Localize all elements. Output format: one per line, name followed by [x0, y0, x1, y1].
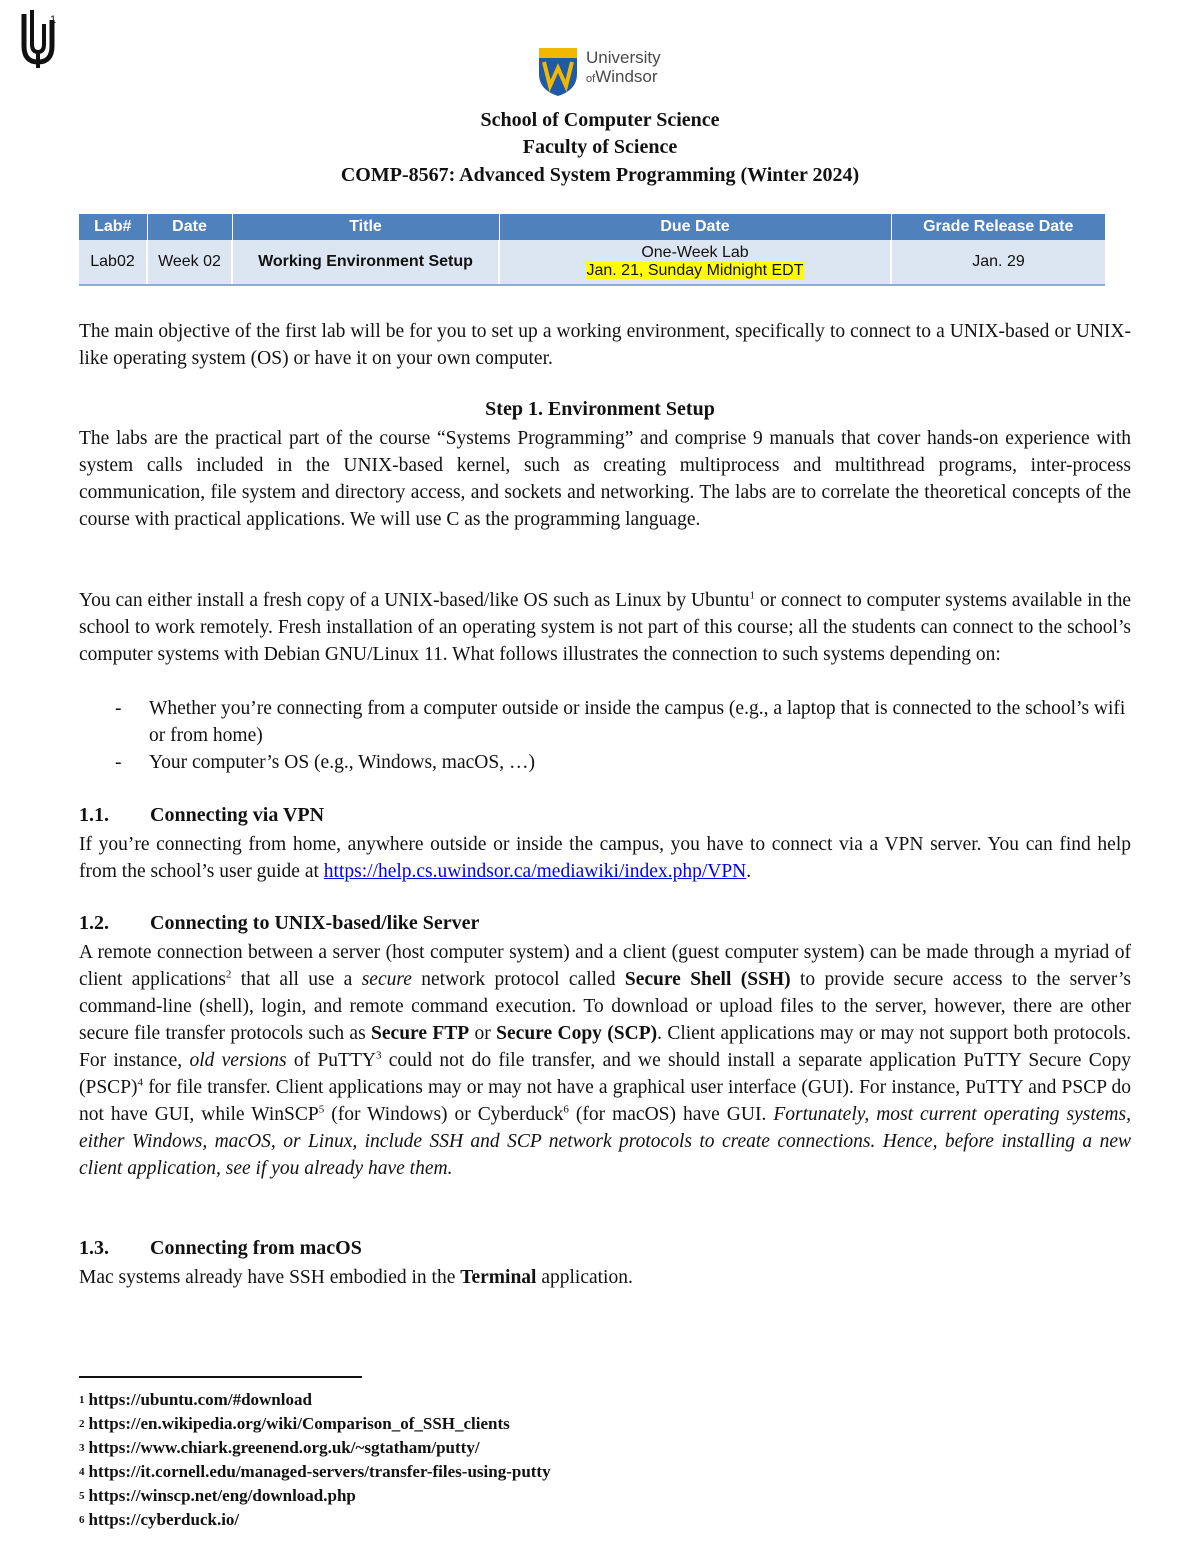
footnote-number: 2 — [79, 1418, 85, 1430]
footnote-text: https://it.cornell.edu/managed-servers/transfer-files-using-putty — [88, 1462, 551, 1481]
bullet-text-1: Whether you’re connecting from a computer outside or inside the campus (e.g., a laptop that is connected to the school’s wifi or from home) — [149, 698, 1126, 746]
s13-bold: Terminal — [460, 1267, 537, 1288]
vpn-text-end: . — [746, 861, 752, 882]
step1-paragraph1: The labs are the practical part of the course “Systems Programming” and comprise 9 manuals that cover hands-on experience with system calls included in the UNIX-based kernel, such as creating multiprocess and multithread programs, inter-process communication, file system and directory access, and sockets and networking. The labs are to correlate the theoretical concepts of the course with practical applications. We will use C as the programming language. — [79, 428, 1131, 530]
due-line2: Jan. 21, Sunday Midnight EDT — [586, 262, 804, 279]
footnote-item — [79, 1484, 551, 1508]
footnote-ref-2: 2 — [225, 968, 232, 981]
course-heading: COMP-8567: Advanced System Programming (Winter 2024) — [340, 164, 860, 186]
table-row — [79, 240, 1105, 285]
section-1-2-paragraph — [79, 939, 1131, 1182]
footnote-text: https://en.wikipedia.org/wiki/Comparison_of_SSH_clients — [88, 1414, 510, 1433]
cell-title: Working Environment Setup — [232, 240, 499, 285]
s12-bold: Secure FTP — [371, 1023, 470, 1044]
s12-bold: Secure Copy (SCP) — [496, 1023, 658, 1044]
s12-text: could not do file transfer, and we should install a separate application PuTTY Secure Copy (PSCP) — [79, 1050, 1131, 1098]
s12-text: to provide secure access to the server’s command-line (shell), login, and remote command execution. To download or upload files to the server, however, there are other secure file transfer protocols such as — [79, 969, 1131, 1044]
footnote-item — [79, 1460, 551, 1484]
footnote-ref-6: 6 — [563, 1103, 569, 1116]
footnote-text: https://cyberduck.io/ — [88, 1510, 240, 1529]
section-number: 1.1. — [79, 804, 109, 826]
school-heading: School of Computer Science — [480, 109, 720, 131]
cell-due-date — [499, 240, 891, 285]
s12-text: or — [469, 1023, 497, 1044]
cell-date: Week 02 — [147, 240, 232, 285]
vpn-text: If you’re connecting from home, anywhere outside or inside the campus, you have to connect via a VPN server. You can find help from the school’s user guide at — [79, 834, 1131, 882]
s13-text: Mac systems already have SSH embodied in the — [79, 1267, 461, 1288]
section-title: Connecting via VPN — [150, 804, 325, 826]
footnote-item — [79, 1508, 551, 1532]
list-item — [79, 749, 1131, 776]
s12-emphasis: secure — [361, 969, 412, 990]
section-title: Connecting from macOS — [150, 1237, 362, 1259]
footnote-ref-3: 3 — [375, 1049, 382, 1062]
bullet-text-2: Your computer’s OS (e.g., Windows, macOS, …) — [149, 752, 535, 773]
intro-paragraph: The main objective of the first lab will be for you to set up a working environment, specifically to connect to a UNIX-based or UNIX-like operating system (OS) or have it on your own computer. — [79, 321, 1131, 369]
header-lab: Lab# — [79, 214, 147, 240]
section-number: 1.2. — [79, 912, 109, 934]
s13-text: application. — [536, 1267, 633, 1288]
s12-bold: Secure Shell (SSH) — [624, 969, 791, 990]
step1-paragraph2 — [79, 587, 1131, 668]
footnote-ref-4: 4 — [137, 1076, 144, 1089]
vpn-guide-link[interactable]: https://help.cs.uwindsor.ca/mediawiki/index.php/VPN — [323, 861, 747, 882]
s12-text: for file transfer. Client applications may or may not have a graphical user interface (GUI). For instance, PuTTY and PSCP do not have GUI, while WinSCP — [79, 1077, 1131, 1125]
page-number: 1 — [50, 14, 57, 26]
section-1-1-heading — [79, 804, 324, 827]
section-number: 1.3. — [79, 1237, 109, 1259]
header-date: Date — [147, 214, 232, 240]
logo-of: of — [586, 73, 596, 85]
s12-text: (for macOS) have GUI. — [568, 1104, 774, 1125]
university-wordmark — [586, 48, 661, 89]
s12-emphasis: Fortunately, most current operating systems, either Windows, macOS, or Linux, include SSH and SCP network protocols to create connections. Hence, before installing a new client application, see if you already have them. — [79, 1104, 1131, 1179]
conditions-list — [79, 695, 1131, 776]
s12-text: that all use a — [231, 969, 362, 990]
cell-lab: Lab02 — [79, 240, 147, 285]
bullet-dash: - — [115, 752, 122, 773]
s12-text: . Client applications may or may not support both protocols. For instance, — [79, 1023, 1132, 1071]
footnote-text: https://winscp.net/eng/download.php — [88, 1486, 356, 1505]
p2-text-a: You can either install a fresh copy of a UNIX-based/like OS such as Linux by Ubuntu — [79, 590, 750, 611]
s12-emphasis: old versions — [189, 1050, 287, 1071]
s12-text: A remote connection between a server (host computer system) and a client (guest computer system) can be made through a myriad of client applications — [79, 942, 1131, 990]
section-1-1-paragraph — [79, 831, 1131, 885]
table-header-row — [79, 214, 1105, 240]
header-due-date: Due Date — [499, 214, 891, 240]
faculty-heading: Faculty of Science — [522, 136, 678, 158]
step1-title: Step 1. Environment Setup — [485, 398, 715, 420]
s12-text: of PuTTY — [286, 1050, 376, 1071]
logo-line2: Windsor — [595, 67, 658, 86]
footnote-divider — [79, 1376, 362, 1378]
p2-text-b: or connect to computer systems available in the school to work remotely. Fresh installation of an operating system is not part of this course; all the students can connect to the school’s computer systems with Debian GNU/Linux 11. What follows illustrates the connection to such systems depending on: — [79, 590, 1131, 665]
footnote-ref-1: 1 — [749, 589, 755, 602]
section-title: Connecting to UNIX-based/like Server — [150, 912, 480, 934]
footnote-number: 6 — [79, 1514, 85, 1526]
list-item — [79, 695, 1131, 749]
logo-line1: University — [586, 48, 661, 67]
lab-info-table — [79, 214, 1105, 286]
bullet-dash: - — [115, 698, 122, 719]
footnotes — [79, 1388, 551, 1532]
footnote-text: https://www.chiark.greenend.org.uk/~sgtatham/putty/ — [88, 1438, 480, 1457]
footnote-number: 4 — [79, 1466, 85, 1478]
cell-grade-release: Jan. 29 — [891, 240, 1105, 285]
footnote-number: 5 — [79, 1490, 85, 1502]
header-grade-release: Grade Release Date — [891, 214, 1105, 240]
footnote-number: 3 — [79, 1442, 85, 1454]
shield-icon — [537, 46, 579, 98]
footnote-item — [79, 1412, 551, 1436]
section-1-3-heading — [79, 1237, 362, 1260]
s12-text: (for Windows) or Cyberduck — [324, 1104, 564, 1125]
footnote-item — [79, 1436, 551, 1460]
header-title: Title — [232, 214, 499, 240]
s12-text: network protocol called — [411, 969, 625, 990]
due-line1: One-Week Lab — [641, 244, 749, 261]
section-1-3-paragraph — [79, 1264, 1131, 1291]
footnote-ref-5: 5 — [318, 1103, 325, 1116]
footnote-item — [79, 1388, 551, 1412]
section-1-2-heading — [79, 912, 479, 935]
footnote-text: https://ubuntu.com/#download — [88, 1390, 312, 1409]
footnote-number: 1 — [79, 1394, 85, 1406]
